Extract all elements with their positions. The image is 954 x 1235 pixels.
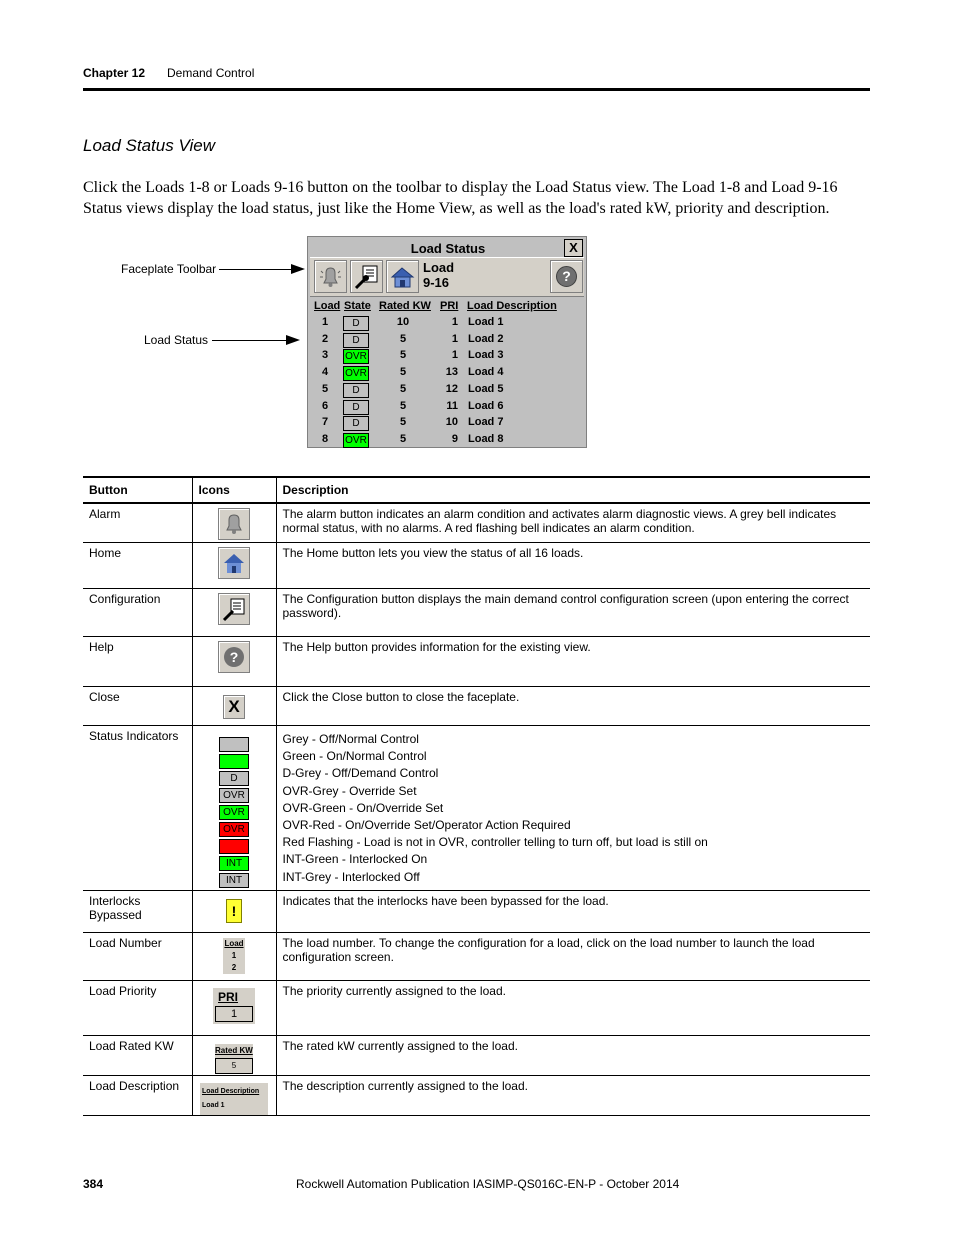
table-row [83, 637, 870, 687]
callout-status-arrow [212, 340, 288, 341]
status-lines [283, 729, 865, 886]
status-line: INT-Green - Interlocked On [282, 852, 428, 867]
row-description: Click the Close button to close the faceplate. [276, 687, 870, 726]
priority: 12 [445, 382, 458, 395]
configuration-button[interactable] [350, 260, 383, 293]
status-indicator: INT [219, 856, 249, 871]
status-line: OVR-Red - On/Override Set/Operator Action Required [282, 818, 571, 833]
warning-icon: ! [226, 899, 242, 923]
state-indicator: D [343, 383, 369, 398]
row-description: The priority currently assigned to the load. [276, 981, 870, 1036]
house-icon [218, 547, 250, 579]
load-number-icon-label: Load [224, 939, 244, 948]
table-row [83, 933, 870, 981]
row-description: The Help button provides information for the existing view. [276, 637, 870, 687]
close-icon: X [223, 695, 245, 719]
load-number[interactable]: 3 [322, 349, 329, 362]
icon-cell [192, 1076, 276, 1116]
row-button-name: Interlocks Bypassed [83, 891, 192, 933]
load-row [308, 399, 588, 416]
row-button-name: Load Priority [83, 981, 192, 1036]
load-description: Load 3 [468, 349, 504, 362]
loads-button-line1: Load [423, 260, 455, 275]
status-indicator-list [193, 726, 276, 888]
row-description: The alarm button indicates an alarm condition and activates alarm diagnostic views. A grey bell indicates normal status, with no alarms. A red flashing bell indicates an alarm condition. [276, 503, 870, 543]
icon-cell [192, 687, 276, 726]
bell-icon [218, 508, 250, 540]
status-indicator: D [219, 771, 249, 786]
load-number-icon [223, 938, 245, 974]
table-row [83, 543, 870, 589]
row-button-name: Close [83, 687, 192, 726]
load-description: Load 5 [468, 382, 504, 395]
load-description-icon [200, 1083, 268, 1115]
priority: 10 [445, 416, 458, 429]
alarm-button[interactable] [314, 260, 347, 293]
row-button-name: Alarm [83, 503, 192, 543]
load-number[interactable]: 4 [322, 366, 329, 379]
state-indicator: D [343, 333, 369, 348]
priority-icon [213, 988, 255, 1024]
load-status-faceplate [307, 236, 587, 448]
home-button[interactable] [386, 260, 419, 293]
state-indicator: OVR [343, 433, 369, 448]
col-desc-header: Load Description [467, 300, 557, 312]
load-number-icon-value: 2 [231, 963, 237, 972]
status-line: D-Grey - Off/Demand Control [282, 766, 439, 781]
status-indicator: OVR [219, 805, 249, 820]
state-indicator: D [343, 416, 369, 431]
load-number[interactable]: 8 [322, 432, 329, 445]
load-number[interactable]: 2 [322, 332, 329, 345]
callout-toolbar: Faceplate Toolbar [121, 262, 217, 276]
icon-cell [192, 726, 276, 891]
header-description: Description [276, 477, 870, 503]
load-row [308, 382, 588, 399]
bell-icon [315, 261, 346, 292]
load-row [308, 415, 588, 432]
status-indicator [219, 754, 249, 769]
priority: 1 [451, 316, 458, 328]
publication-info: Rockwell Automation Publication IASIMP-QS016C-EN-P - October 2014 [296, 1177, 680, 1191]
row-button-name: Status Indicators [83, 726, 192, 891]
rated-kw-icon [215, 1044, 253, 1074]
row-button-name: Help [83, 637, 192, 687]
svg-text:?: ? [562, 268, 571, 284]
loads-button-line2: 9-16 [423, 275, 450, 290]
table-header-row [83, 477, 870, 503]
button-reference-table [83, 476, 870, 1116]
load-row [308, 315, 588, 332]
load-number[interactable]: 5 [322, 382, 329, 395]
row-description: The Configuration button displays the main demand control configuration screen (upon entering the correct password). [276, 589, 870, 637]
icon-cell [192, 543, 276, 589]
rated-kw: 5 [399, 349, 407, 362]
page-number: 384 [83, 1177, 104, 1191]
help-button[interactable] [550, 260, 583, 293]
priority-icon-value: 1 [215, 1006, 253, 1022]
load-description: Load 1 [468, 316, 504, 328]
table-row [83, 981, 870, 1036]
load-number[interactable]: 7 [322, 416, 329, 429]
table-row [83, 589, 870, 637]
priority: 11 [446, 399, 458, 412]
col-state-header: State [344, 300, 371, 312]
state-indicator: OVR [343, 349, 369, 364]
priority-icon-label: PRI [218, 990, 239, 1004]
load-number-icon-value: 1 [231, 951, 237, 960]
row-button-name: Configuration [83, 589, 192, 637]
status-indicator: OVR [219, 822, 249, 837]
faceplate-title: Load Status [410, 241, 486, 256]
rated-kw: 5 [399, 366, 407, 379]
priority: 9 [451, 432, 458, 445]
rated-kw: 5 [399, 382, 407, 395]
load-description: Load 4 [468, 366, 504, 379]
load-number[interactable]: 1 [322, 316, 329, 328]
table-row [83, 726, 870, 891]
row-description [276, 726, 870, 891]
state-indicator: D [343, 316, 369, 331]
status-line: INT-Grey - Interlocked Off [282, 869, 420, 884]
load-row [308, 332, 588, 349]
icon-cell [192, 589, 276, 637]
status-indicator: INT [219, 873, 249, 888]
load-row [308, 348, 588, 365]
faceplate-close-button[interactable]: X [564, 239, 583, 257]
faceplate-toolbar [310, 257, 584, 297]
rated-kw: 10 [396, 316, 410, 328]
svg-text:?: ? [229, 649, 239, 665]
state-indicator: D [343, 400, 369, 415]
col-load-header: Load [314, 300, 341, 312]
header-button: Button [83, 477, 192, 503]
chapter-label: Chapter 12 [83, 66, 146, 80]
col-kw-header: Rated KW [379, 300, 431, 312]
row-description: Indicates that the interlocks have been bypassed for the load. [276, 891, 870, 933]
load-description: Load 6 [468, 399, 504, 412]
callout-toolbar-arrow [219, 269, 293, 270]
rated-kw: 5 [399, 399, 407, 412]
state-indicator: OVR [343, 366, 369, 381]
row-description: The description currently assigned to the load. [276, 1076, 870, 1116]
col-pri-header: PRI [440, 300, 459, 312]
status-line: Green - On/Normal Control [282, 749, 427, 764]
rated-kw: 5 [399, 416, 407, 429]
intro-paragraph: Click the Loads 1-8 or Loads 9-16 button on the toolbar to display the Load Status view. The Load 1-8 and Load 9-16 Status views display the load status, just like the Home View, as well as the load's rated kW, priority and description. [83, 179, 838, 217]
load-description: Load 7 [468, 416, 504, 429]
row-button-name: Load Rated KW [83, 1036, 192, 1076]
load-description: Load 2 [468, 332, 504, 345]
status-line: Red Flashing - Load is not in OVR, controller telling to turn off, but load is still on [282, 835, 708, 850]
status-line: Grey - Off/Normal Control [282, 732, 419, 746]
table-row [83, 687, 870, 726]
row-button-name: Load Number [83, 933, 192, 981]
row-description: The load number. To change the configuration for a load, click on the load number to launch the load configuration screen. [276, 933, 870, 981]
status-line: OVR-Green - On/Override Set [282, 800, 444, 815]
priority: 1 [451, 332, 458, 345]
table-row [83, 891, 870, 933]
priority: 1 [451, 349, 458, 362]
arrow-head-icon [291, 264, 305, 274]
header-rule [83, 88, 870, 91]
icon-cell [192, 891, 276, 933]
load-row [308, 432, 588, 449]
status-indicator [219, 737, 249, 752]
house-icon [387, 261, 418, 292]
rated-kw: 5 [399, 432, 407, 445]
question-icon [551, 261, 582, 292]
row-description: The Home button lets you view the status of all 16 loads. [276, 543, 870, 589]
row-button-name: Home [83, 543, 192, 589]
header-icons: Icons [192, 477, 276, 503]
icon-cell [192, 981, 276, 1036]
chapter-title: Demand Control [167, 66, 255, 80]
load-description-icon-label: Load Description [202, 1088, 260, 1095]
load-row [308, 365, 588, 382]
table-row [83, 1076, 870, 1116]
loads-9-16-button[interactable] [423, 260, 454, 290]
status-line: OVR-Grey - Override Set [282, 783, 417, 798]
rated-kw-icon-label: Rated KW [215, 1046, 253, 1055]
icon-cell [192, 933, 276, 981]
arrow-head-icon [286, 335, 300, 345]
wrench-icon [218, 593, 250, 625]
wrench-icon [351, 261, 382, 292]
rated-kw: 5 [399, 332, 407, 345]
icon-cell [192, 1036, 276, 1076]
table-row [83, 503, 870, 543]
table-row [83, 1036, 870, 1076]
status-indicator: OVR [219, 788, 249, 803]
callout-status: Load Status [144, 333, 209, 347]
row-description: The rated kW currently assigned to the load. [276, 1036, 870, 1076]
priority: 13 [445, 366, 458, 379]
section-title: Load Status View [83, 136, 215, 155]
load-number[interactable]: 6 [322, 399, 329, 412]
load-description-icon-value: Load 1 [202, 1102, 225, 1109]
status-indicator [219, 839, 249, 854]
icon-cell [192, 503, 276, 543]
question-icon [218, 641, 250, 673]
rated-kw-icon-value: 5 [215, 1058, 253, 1074]
icon-cell [192, 637, 276, 687]
load-description: Load 8 [468, 432, 504, 445]
row-button-name: Load Description [83, 1076, 192, 1116]
